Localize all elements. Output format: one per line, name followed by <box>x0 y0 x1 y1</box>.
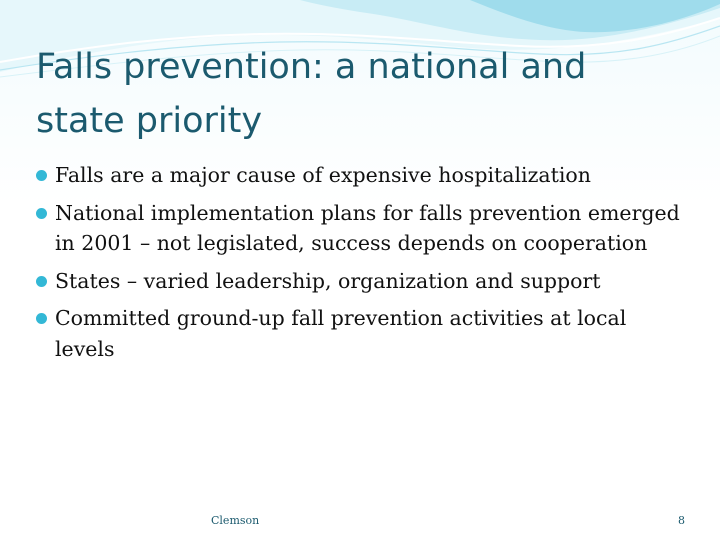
slide-title: Falls prevention: a national and state priority <box>36 47 587 141</box>
bullet-dot-icon <box>36 208 47 219</box>
bullet-text: Committed ground-up fall prevention activities at local levels <box>55 306 627 361</box>
bullet-text: Falls are a major cause of expensive hospitalization <box>55 163 591 187</box>
bullet-text: States – varied leadership, organization and support <box>55 268 601 293</box>
footer-label: Clemson <box>211 514 260 527</box>
bullet-dot-icon <box>36 276 47 287</box>
page-number: 8 <box>678 514 685 527</box>
bullet-text: National implementation plans for falls prevention emerged in 2001 – not legislated, success depends on cooperation <box>55 200 680 255</box>
bullet-dot-icon <box>36 313 47 324</box>
bullet-dot-icon <box>36 170 47 181</box>
bullet-item <box>36 303 686 364</box>
bullet-item <box>36 160 686 191</box>
bullet-list <box>36 160 686 371</box>
bullet-item <box>36 266 686 297</box>
bullet-item <box>36 198 686 259</box>
